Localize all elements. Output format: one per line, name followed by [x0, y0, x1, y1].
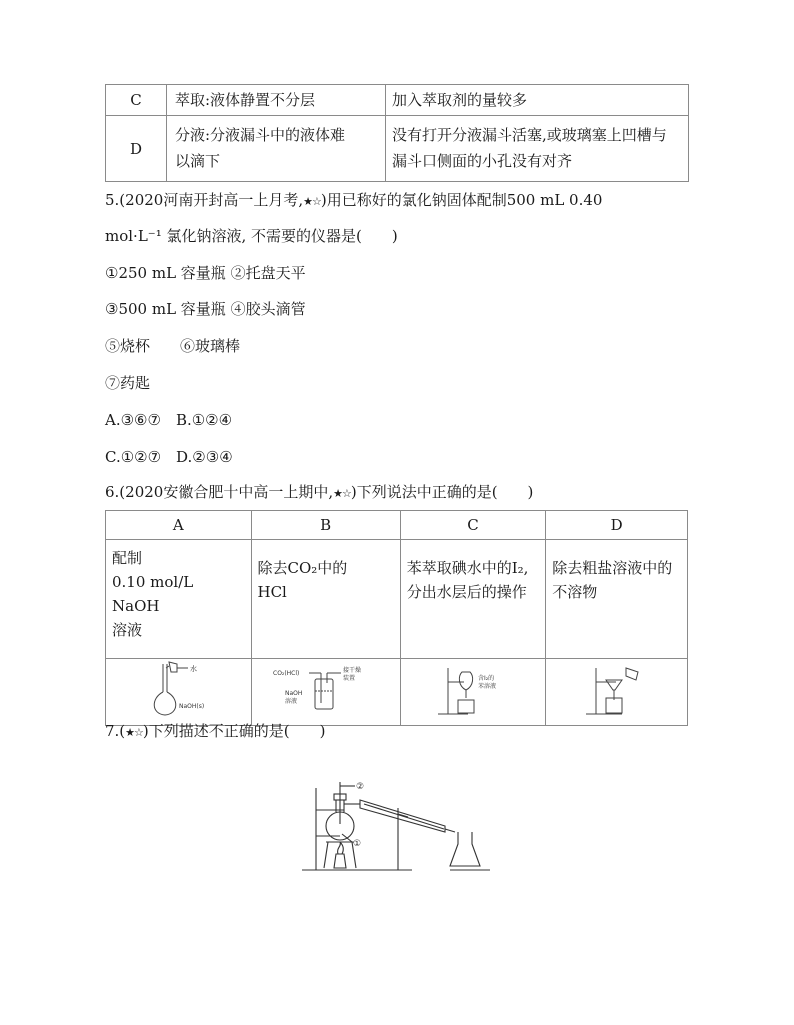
label-circled-2: ② [356, 782, 365, 792]
stem-text: )用已称好的氯化钠固体配制500 mL 0.40 [320, 191, 603, 209]
difficulty-stars-icon: ★☆ [333, 487, 351, 500]
label-water: 水 [190, 665, 198, 673]
stem-text: 7.( [105, 722, 126, 740]
option-d-text [546, 540, 688, 659]
label-device: 装置 [342, 675, 355, 682]
gas-washing-bottle-figure [271, 665, 381, 715]
label-iodine: 含I₂的 [477, 675, 495, 682]
reason-cell: 加入萃取剂的量较多 [386, 85, 689, 116]
question-5-item: ③500 mL 容量瓶 ④胶头滴管 [105, 300, 306, 318]
question-6-stem [105, 481, 533, 505]
reason-cell [386, 116, 689, 182]
label-dry: 接干燥 [342, 667, 361, 674]
table-header-row [106, 511, 688, 540]
cell-line: 配制 [112, 549, 143, 567]
question-5-choice: A.③⑥⑦ B.①②④ [105, 411, 233, 429]
cell-line: 以滴下 [175, 152, 221, 170]
filtration-figure [582, 662, 652, 718]
label-naoh-solid: NaOH(s) [179, 703, 205, 710]
question-6-table [105, 510, 688, 726]
question-5-stem [105, 189, 602, 213]
question-7-stem [105, 720, 325, 744]
row-letter: C [106, 85, 167, 116]
cell-line: 0.10 mol/L NaOH [112, 573, 194, 615]
row-letter: D [106, 116, 167, 182]
column-header: A [106, 511, 252, 540]
cell-line: 没有打开分液漏斗活塞,或玻璃塞上凹槽与 [392, 126, 667, 144]
label-naoh: NaOH [284, 690, 303, 697]
option-c-text [400, 540, 546, 659]
table-row [106, 85, 689, 116]
question-5-item: ①250 mL 容量瓶 ②托盘天平 [105, 264, 306, 282]
separatory-funnel-figure [428, 662, 518, 718]
cell-line: 分出水层后的操作 [406, 583, 527, 601]
distillation-apparatus-figure [300, 780, 500, 875]
options-table-top [105, 84, 689, 182]
operation-cell [167, 116, 386, 182]
option-b-figure [251, 659, 400, 726]
cell-line: 漏斗口侧面的小孔没有对齐 [392, 152, 573, 170]
question-5-choice: C.①②⑦ D.②③④ [105, 448, 233, 466]
label-gas: CO₂(HCl) [272, 670, 299, 677]
question-5-item: ⑤烧杯 ⑥玻璃棒 [105, 337, 241, 355]
option-b-text [251, 540, 400, 659]
column-header: C [400, 511, 546, 540]
column-header: D [546, 511, 688, 540]
stem-text: 6.(2020安徽合肥十中高一上期中, [105, 483, 334, 501]
cell-line: 苯萃取碘水中的I₂, [406, 559, 529, 577]
volumetric-flask-figure [133, 660, 223, 720]
operation-cell: 萃取:液体静置不分层 [167, 85, 386, 116]
cell-line: 不溶物 [552, 583, 598, 601]
option-d-figure [546, 659, 688, 726]
cell-line: HCl [257, 583, 287, 601]
cell-line: 分液:分液漏斗中的液体难 [175, 126, 346, 144]
stem-text: 5.(2020河南开封高一上月考, [105, 191, 304, 209]
question-5-item: ⑦药匙 [105, 374, 151, 392]
label-benzene: 苯溶液 [477, 683, 496, 690]
stem-text: )下列说法中正确的是( ) [350, 483, 534, 501]
column-header: B [251, 511, 400, 540]
difficulty-stars-icon: ★☆ [125, 726, 143, 739]
table-figure-row [106, 659, 688, 726]
label-circled-1: ① [353, 839, 362, 849]
table-row [106, 540, 688, 659]
label-solution: 溶液 [284, 698, 297, 705]
table-row [106, 116, 689, 182]
option-a-text [106, 540, 252, 659]
cell-line: 除去CO₂中的 [257, 559, 348, 577]
stem-text: )下列描述不正确的是( ) [142, 722, 326, 740]
option-a-figure [106, 659, 252, 726]
cell-line: 除去粗盐溶液中的 [552, 559, 673, 577]
cell-line: 溶液 [112, 621, 143, 639]
difficulty-stars-icon: ★☆ [303, 195, 321, 208]
question-5-stem-line2: mol·L⁻¹ 氯化钠溶液, 不需要的仪器是( ) [105, 227, 398, 245]
option-c-figure [400, 659, 546, 726]
